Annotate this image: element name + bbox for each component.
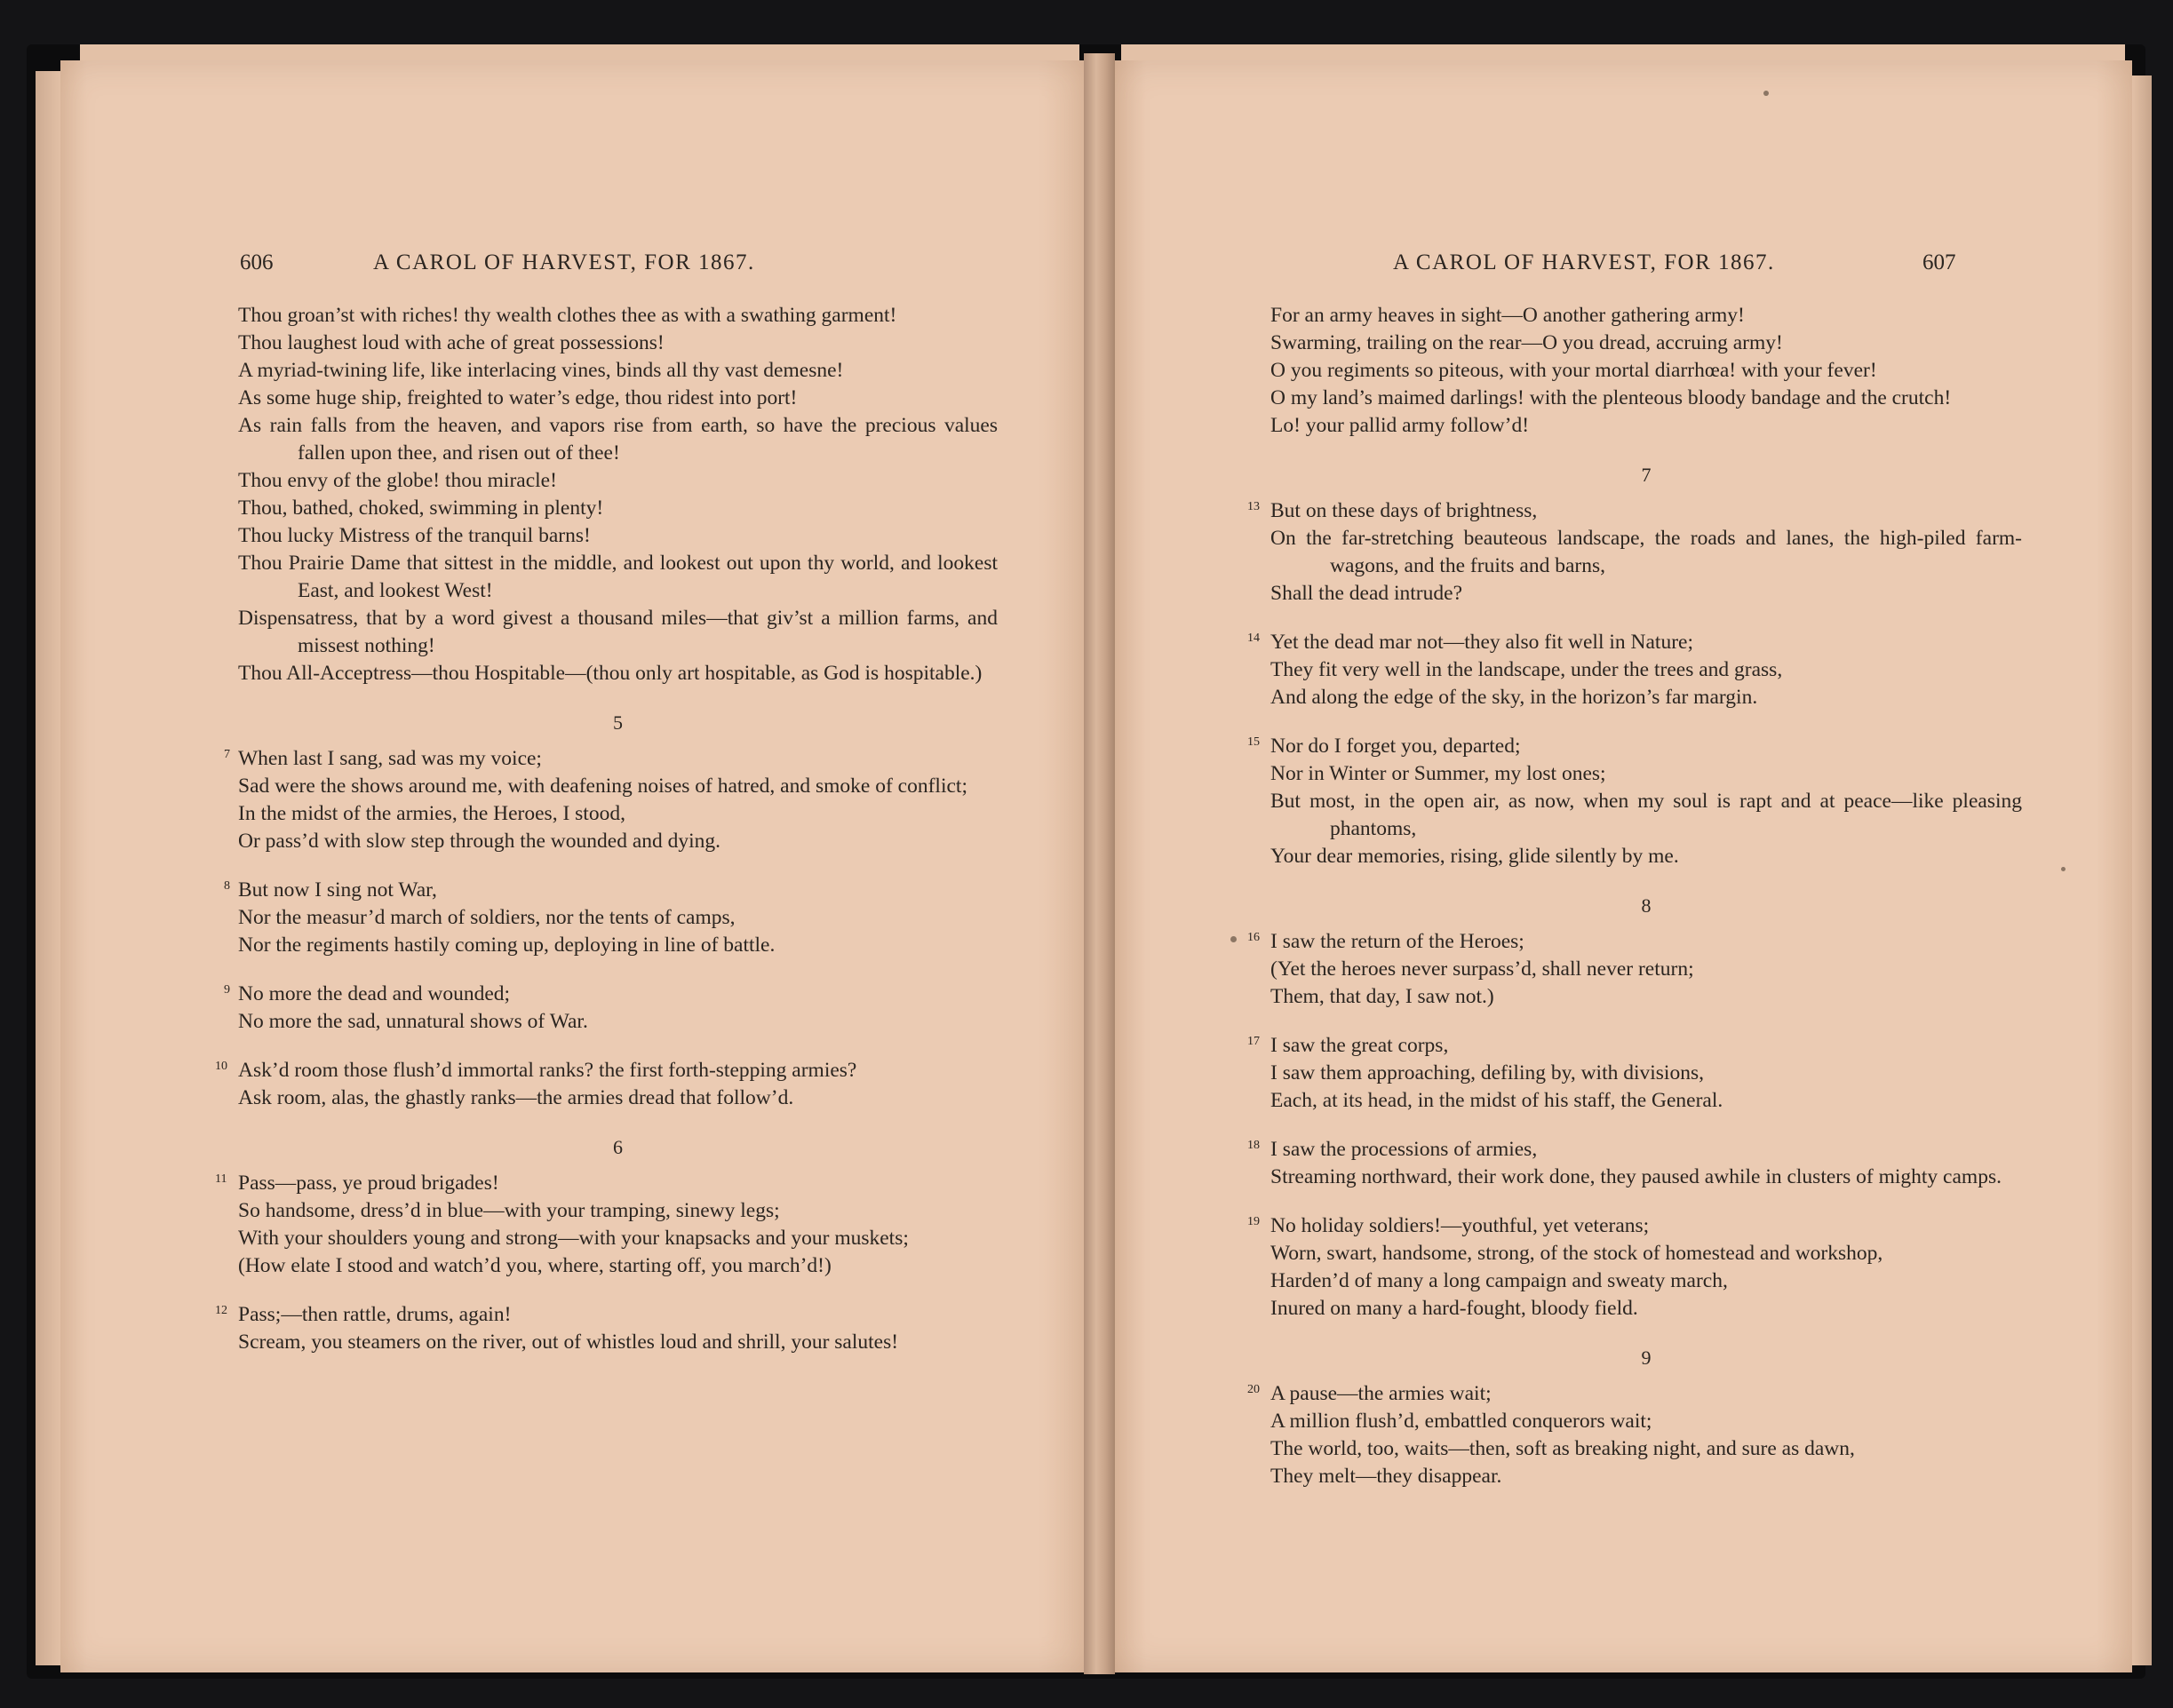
paper-speck [1763, 91, 1769, 96]
verse-line: Thou All-Acceptress—thou Hospitable—(thou only art hospitable, as God is hospitable.) [238, 662, 983, 685]
verse-line: I saw the processions of armies, [1270, 1138, 1538, 1161]
verse-number: 9 [224, 983, 230, 997]
verse-line: A myriad-twining life, like interlacing vines, binds all thy vast demesne! [238, 359, 844, 382]
section-number: 9 [1641, 1347, 1652, 1369]
verse-line: Thou Prairie Dame that sittest in the middle, and lookest out upon thy world, and lookest East, and lookest West! [238, 552, 998, 602]
stanza [224, 745, 998, 855]
right-page-stack [2132, 75, 2152, 1665]
verse-line: Scream, you steamers on the river, out of whistles loud and shrill, your salutes! [238, 1331, 899, 1354]
verse-line: Inured on many a hard-fought, bloody field. [1270, 1297, 1638, 1320]
verse-number: 10 [215, 1060, 227, 1073]
verse-line: I saw the return of the Heroes; [1270, 930, 1524, 953]
verse-line: A million flush’d, embattled conquerors wait; [1270, 1410, 1652, 1433]
verse-number: 18 [1247, 1139, 1260, 1152]
verse-line: Harden’d of many a long campaign and sweaty march, [1270, 1269, 1728, 1292]
verse-number: 11 [215, 1172, 227, 1186]
verse-line: I saw the great corps, [1270, 1034, 1449, 1057]
verse-line: They melt—they disappear. [1270, 1465, 1502, 1488]
verse-line: As rain falls from the heaven, and vapors rise from earth, so have the precious values fallen upon thee, and risen out of thee! [238, 414, 998, 465]
book-gutter [1084, 53, 1115, 1674]
section-number: 7 [1641, 464, 1652, 486]
stanza [1247, 733, 2022, 870]
verse-line: Thou, bathed, choked, swimming in plenty! [238, 497, 604, 520]
verse-number: 14 [1247, 632, 1260, 645]
verse-line: Yet the dead mar not—they also fit well in Nature; [1270, 631, 1693, 654]
verse-number: 19 [1247, 1215, 1260, 1228]
running-head: A CAROL OF HARVEST, FOR 1867. [373, 250, 755, 274]
verse-line: But now I sing not War, [238, 878, 437, 902]
stanza [1247, 1212, 2022, 1323]
verse-line: When last I sang, sad was my voice; [238, 747, 542, 770]
verse-line: Or pass’d with slow step through the wounded and dying. [238, 830, 721, 853]
section-number: 6 [613, 1136, 623, 1158]
stanza [238, 302, 998, 687]
verse-line: Ask’d room those flush’d immortal ranks? the first forth-stepping armies? [238, 1059, 857, 1082]
stanza [224, 877, 998, 959]
stanza [215, 1057, 998, 1112]
left-page-stack [36, 71, 60, 1665]
verse-line: Nor the measur’d march of soldiers, nor the tents of camps, [238, 906, 736, 929]
verse-line: I saw them approaching, defiling by, with divisions, [1270, 1061, 1704, 1084]
verse-line: O my land’s maimed darlings! with the plenteous bloody bandage and the crutch! [1270, 386, 1952, 409]
verse-line: Streaming northward, their work done, they paused awhile in clusters of mighty camps. [1270, 1165, 2002, 1188]
verse-number: 12 [215, 1304, 227, 1317]
verse-number: 13 [1247, 500, 1260, 513]
section-number: 5 [613, 711, 623, 734]
verse-line: No holiday soldiers!—youthful, yet veterans; [1270, 1214, 1650, 1237]
section-number: 8 [1641, 894, 1652, 917]
text-column [1247, 302, 2022, 1512]
verse-line: In the midst of the armies, the Heroes, I stood, [238, 802, 625, 825]
verse-line: No more the sad, unnatural shows of War. [238, 1010, 588, 1033]
verse-line: But on these days of brightness, [1270, 499, 1538, 522]
stanza [1247, 928, 2022, 1011]
verse-line: Your dear memories, rising, glide silently by me. [1270, 845, 1679, 868]
page-number: 607 [1922, 250, 1956, 274]
verse-line: (Yet the heroes never surpass’d, shall never return; [1270, 957, 1694, 981]
verse-line: So handsome, dress’d in blue—with your tramping, sinewy legs; [238, 1199, 780, 1222]
verse-line: Sad were the shows around me, with deafening noises of hatred, and smoke of conflict; [238, 775, 967, 798]
stanza [215, 1301, 998, 1356]
verse-line: Shall the dead intrude? [1270, 582, 1462, 605]
verse-line: The world, too, waits—then, soft as breaking night, and sure as dawn, [1270, 1437, 1855, 1460]
right-page [1115, 60, 2132, 1672]
verse-line: With your shoulders young and strong—with your knapsacks and your muskets; [238, 1227, 909, 1250]
left-page [60, 60, 1084, 1672]
stanza [1270, 302, 2022, 440]
stanza [1247, 1032, 2022, 1115]
verse-line: As some huge ship, freighted to water’s edge, thou ridest into port! [238, 386, 798, 409]
verse-line: Ask room, alas, the ghastly ranks—the armies dread that follow’d. [238, 1086, 794, 1109]
stanza [224, 981, 998, 1036]
verse-line: On the far-stretching beauteous landscape, the roads and lanes, the high-piled farm-wagons, and the fruits and barns, [1270, 527, 2022, 577]
verse-number: 16 [1247, 931, 1260, 944]
verse-line: Each, at its head, in the midst of his staff, the General. [1270, 1089, 1723, 1112]
verse-line: Swarming, trailing on the rear—O you dread, accruing army! [1270, 331, 1783, 354]
verse-number: 20 [1247, 1383, 1260, 1396]
verse-line: A pause—the armies wait; [1270, 1382, 1492, 1405]
verse-line: Nor the regiments hastily coming up, deploying in line of battle. [238, 933, 776, 957]
text-column [215, 302, 998, 1378]
paper-speck [1230, 936, 1237, 942]
page-number: 606 [240, 250, 274, 274]
stanza [1247, 1380, 2022, 1490]
stanza [1247, 497, 2022, 608]
verse-number: 7 [224, 748, 230, 761]
verse-number: 17 [1247, 1035, 1260, 1048]
verse-line: Nor do I forget you, departed; [1270, 735, 1521, 758]
verse-line: Nor in Winter or Summer, my lost ones; [1270, 762, 1606, 785]
verse-line: Thou laughest loud with ache of great possessions! [238, 331, 665, 354]
stanza [1247, 629, 2022, 711]
verse-line: And along the edge of the sky, in the horizon’s far margin. [1270, 686, 1758, 709]
verse-line: Them, that day, I saw not.) [1270, 985, 1494, 1008]
stanza [215, 1170, 998, 1280]
verse-line: (How elate I stood and watch’d you, where, starting off, you march’d!) [238, 1254, 832, 1277]
verse-line: Thou envy of the globe! thou miracle! [238, 469, 557, 492]
verse-line: Pass;—then rattle, drums, again! [238, 1303, 512, 1326]
verse-number: 8 [224, 879, 230, 893]
stanza [1247, 1136, 2022, 1191]
verse-line: Lo! your pallid army follow’d! [1270, 414, 1530, 437]
verse-line: They fit very well in the landscape, under the trees and grass, [1270, 658, 1783, 681]
verse-line: Thou lucky Mistress of the tranquil barns! [238, 524, 591, 547]
verse-line: No more the dead and wounded; [238, 982, 511, 1005]
verse-line: Dispensatress, that by a word givest a thousand miles—that giv’st a million farms, and missest nothing! [238, 607, 998, 657]
verse-line: Worn, swart, handsome, strong, of the stock of homestead and workshop, [1270, 1242, 1883, 1265]
verse-line: But most, in the open air, as now, when my soul is rapt and at peace—like pleasing phantoms, [1270, 790, 2022, 840]
verse-line: For an army heaves in sight—O another gathering army! [1270, 304, 1745, 327]
paper-speck [2061, 867, 2066, 871]
verse-line: Pass—pass, ye proud brigades! [238, 1172, 499, 1195]
verse-line: Thou groan’st with riches! thy wealth clothes thee as with a swathing garment! [238, 304, 897, 327]
verse-number: 15 [1247, 735, 1260, 749]
running-head: A CAROL OF HARVEST, FOR 1867. [1393, 250, 1775, 274]
verse-line: O you regiments so piteous, with your mortal diarrhœa! with your fever! [1270, 359, 1877, 382]
